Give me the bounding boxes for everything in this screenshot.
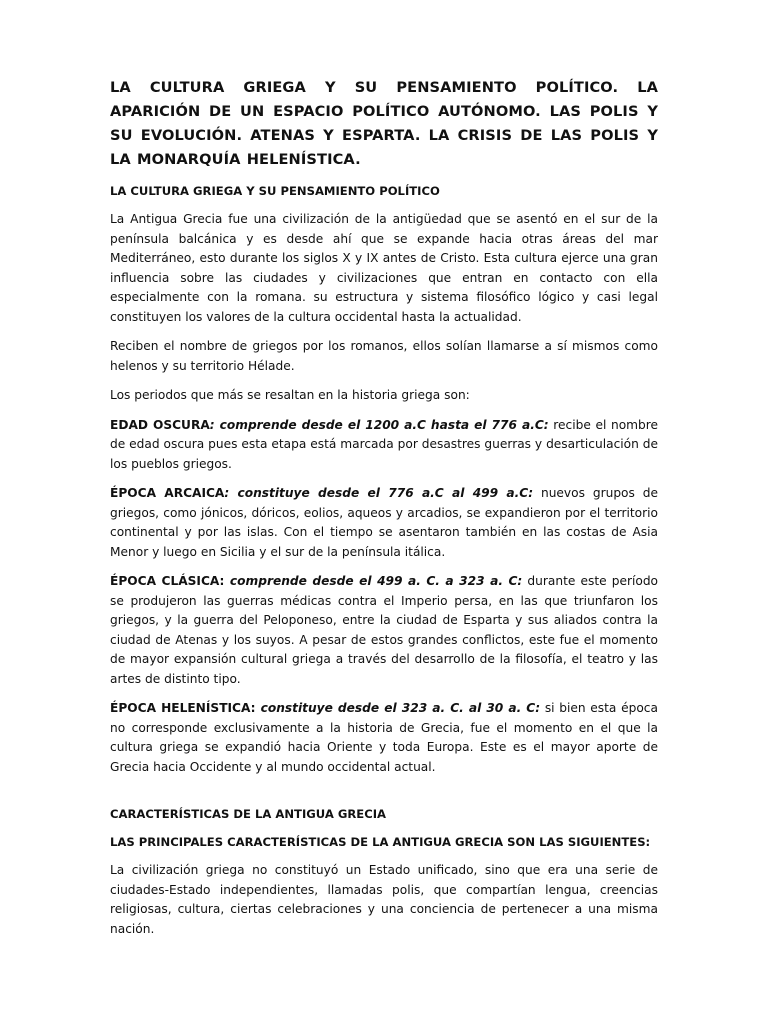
document-title: LA CULTURA GRIEGA Y SU PENSAMIENTO POLÍTICO. LA APARICIÓN DE UN ESPACIO POLÍTICO AUTÓNOMO. LAS POLIS Y SU EVOLUCIÓN. ATENAS Y ESPARTA. LA CRISIS DE LAS POLIS Y LA MONARQUÍA HELENÍSTICA. [110,79,658,168]
period-range-epoca-arcaica: : constituye desde el 776 a.C al 499 a.C: [224,486,534,500]
period-name-edad-oscura: EDAD OSCURA [110,417,210,432]
paragraph-epoca-arcaica [110,484,658,562]
paragraph-epoca-helenistica [110,699,658,777]
section-heading-caracteristicas: CARACTERÍSTICAS DE LA ANTIGUA GRECIA [110,807,387,821]
period-text-edad-oscura: recibe el nombre de edad oscura pues esta etapa está marcada por desastres guerras y desarticulación de los pueblos griegos. [110,417,659,471]
paragraph-estado-polis: La civilización griega no constituyó un Estado unificado, sino que era una serie de ciudades-Estado independientes, llamadas polis, que compartían lengua, creencias religiosas, cultura, ciertas celebraciones y una conciencia de pertenecer a una misma nación. [110,863,658,936]
period-text-epoca-arcaica: nuevos grupos de griegos, como jónicos, dóricos, eolios, aqueos y arcadios, se expandieron por el territorio continental y por las islas. Con el tiempo se asentaron también en las costas de Asia Menor y luego en Sicilia y el sur de la península itálica. [110,486,658,559]
period-range-epoca-clasica: comprende desde el 499 a. C. a 323 a. C: [224,574,523,588]
period-text-epoca-clasica: durante este período se produjeron las guerras médicas contra el Imperio persa, en las que triunfaron los griegos, y la guerra del Peloponeso, entre la ciudad de Esparta y sus aliados contra la ciudad de Atenas y los suyos. A pesar de estos grandes conflictos, este fue el momento de mayor expansión cultural griega a través del desarrollo de la filosofía, el teatro y las artes de distinto tipo. [110,574,659,686]
period-range-edad-oscura: : comprende desde el 1200 a.C hasta el 776 a.C: [209,417,549,432]
period-text-epoca-helenistica: si bien esta época no corresponde exclusivamente a la historia de Grecia, fue el momento en el que la cultura griega se expandió hacia Oriente y toda Europa. Este es el mayor aporte de Grecia hacia Occidente y al mundo occidental actual. [110,701,658,774]
section-heading-cultura-griega: LA CULTURA GRIEGA Y SU PENSAMIENTO POLÍTICO [110,184,440,198]
section-spacer [110,787,658,805]
subheading-principales-caracteristicas: LAS PRINCIPALES CARACTERÍSTICAS DE LA ANTIGUA GRECIA SON LAS SIGUIENTES: [110,835,651,849]
paragraph-epoca-clasica [110,572,658,689]
document-page [110,76,658,949]
period-name-epoca-arcaica: ÉPOCA ARCAICA [110,486,225,500]
period-range-epoca-helenistica: constituye desde el 323 a. C. al 30 a. C: [255,701,541,715]
paragraph-helenos: Reciben el nombre de griegos por los romanos, ellos solían llamarse a sí mismos como helenos y su territorio Hélade. [110,339,658,373]
paragraph-periodos-intro: Los periodos que más se resaltan en la historia griega son: [110,388,470,402]
period-name-epoca-clasica: ÉPOCA CLÁSICA: [110,574,225,588]
paragraph-edad-oscura [110,416,658,475]
paragraph-intro: La Antigua Grecia fue una civilización de la antigüedad que se asentó en el sur de la península balcánica y es desde ahí que se expande hacia otras áreas del mar Mediterráneo, esto durante los siglos X y IX antes de Cristo. Esta cultura ejerce una gran influencia sobre las ciudades y civilizaciones que entran en contacto con ella especialmente con la romana. su estructura y sistema filosófico lógico y casi legal constituyen los valores de la cultura occidental hasta la actualidad. [110,212,658,324]
period-name-epoca-helenistica: ÉPOCA HELENÍSTICA: [110,701,256,715]
